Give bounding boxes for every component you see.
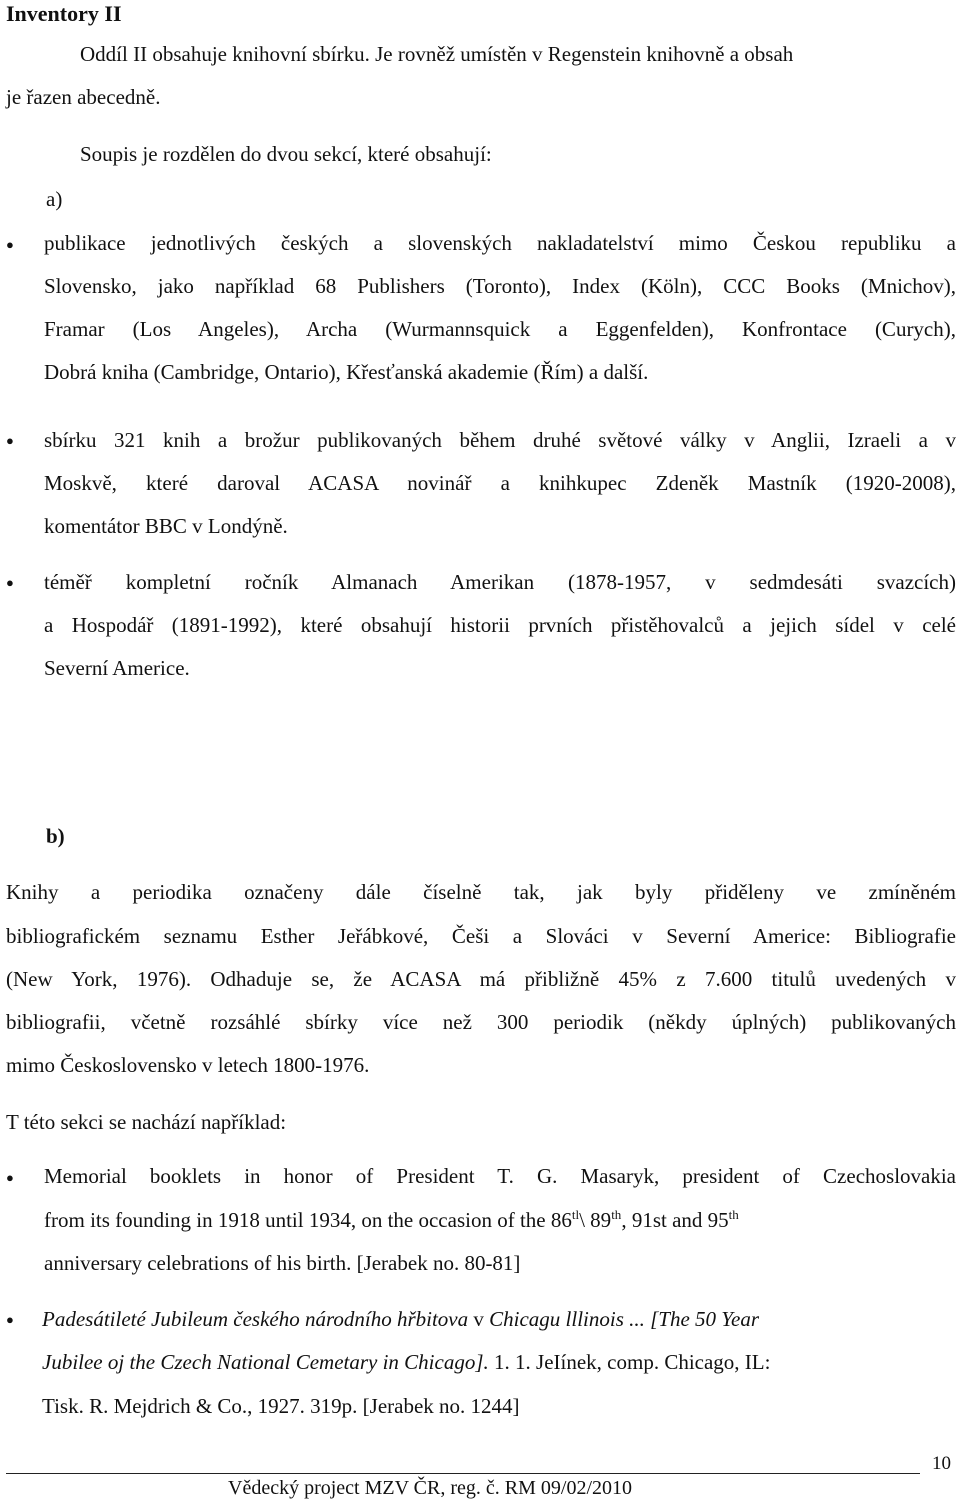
bullet-3-line-1: téměř kompletní ročník Almanach Amerikan (1878-1957, v sedmdesáti svazcích) (44, 570, 956, 594)
bullet-1-line-4: Dobrá kniha (Cambridge, Ontario), Křesťanská akademie (Řím) a další. (44, 360, 649, 384)
bullet-icon: ● (6, 237, 14, 252)
bullet-icon: ● (6, 575, 14, 590)
examples-intro: T této sekci se nachází například: (6, 1110, 287, 1134)
section-b-para-line-4: bibliografii, včetně rozsáhlé sbírky více než 300 periodik (někdy úplných) publikovaných (6, 1010, 956, 1034)
intro-line-1: Oddíl II obsahuje knihovní sbírku. Je rovněž umístěn v Regenstein knihovně a obsah (80, 42, 794, 66)
footer-text: Vědecký project MZV ČR, reg. č. RM 09/02/2010 (228, 1477, 633, 1499)
bullet-1-line-3: Framar (Los Angeles), Archa (Wurmannsquick a Eggenfelden), Konfrontace (Curych), (44, 317, 956, 341)
bullet-icon: ● (6, 433, 14, 448)
example-1-line-3: anniversary celebrations of his birth. [Jerabek no. 80-81] (44, 1251, 521, 1275)
section-b-para-line-1: Knihy a periodika označeny dále číselně tak, jak byly přiděleny ve zmíněném (6, 880, 956, 904)
intro-line-3: Soupis je rozdělen do dvou sekcí, které obsahují: (80, 142, 492, 166)
bullet-2-line-3: komentátor BBC v Londýně. (44, 514, 288, 538)
intro-line-2: je řazen abecedně. (6, 85, 161, 109)
example-2-line-3: Tisk. R. Mejdrich & Co., 1927. 319p. [Jerabek no. 1244] (42, 1394, 520, 1418)
section-b-label: b) (46, 824, 65, 848)
example-2-line-1: Padesátileté Jubileum českého národního hřbitova v Chicagu lllinois ... [The 50 Year (42, 1307, 760, 1331)
section-b-para-line-2: bibliografickém seznamu Esther Jeřábkové, Češi a Slováci v Severní Americe: Bibliografie (6, 924, 956, 948)
bullet-1-line-1: publikace jednotlivých českých a slovenských nakladatelství mimo Českou republiku a (44, 231, 956, 255)
bullet-3-line-3: Severní Americe. (44, 656, 190, 680)
section-b-para-line-5: mimo Československo v letech 1800-1976. (6, 1053, 370, 1077)
example-1-line-2 (44, 1207, 956, 1232)
bullet-icon: ● (6, 1312, 14, 1327)
bullet-3-line-2: a Hospodář (1891-1992), které obsahují historii prvních přistěhovalců a jejich sídel v celé (44, 613, 956, 637)
bullet-1-line-2: Slovensko, jako například 68 Publishers (Toronto), Index (Köln), CCC Books (Mnichov), (44, 274, 956, 298)
example-1-line-2-a: from its founding in 1918 until 1934, on the occasion of the $86^{tl}\backslash$ 89th, 91st and 95th (44, 1207, 739, 1232)
footer-rule (6, 1473, 920, 1474)
section-a-label: a) (46, 187, 63, 211)
bullet-2-line-2: Moskvě, které daroval ACASA novinář a knihkupec Zdeněk Mastník (1920-2008), (44, 471, 956, 495)
example-2-line-2: Jubilee oj the Czech National Cemetary in Chicago]. 1. 1. JeIínek, comp. Chicago, IL: (42, 1350, 771, 1374)
page-heading: Inventory II (6, 1, 122, 26)
page-number: 10 (932, 1453, 951, 1474)
section-b-para-line-3: (New York, 1976). Odhaduje se, že ACASA má přibližně 45% z 7.600 titulů uvedených v (6, 967, 956, 991)
bullet-icon: ● (6, 1170, 14, 1185)
bullet-2-line-1: sbírku 321 knih a brožur publikovaných během druhé světové války v Anglii, Izraeli a v (44, 428, 956, 452)
example-1-line-1: Memorial booklets in honor of President T. G. Masaryk, president of Czechoslovakia (44, 1164, 956, 1188)
